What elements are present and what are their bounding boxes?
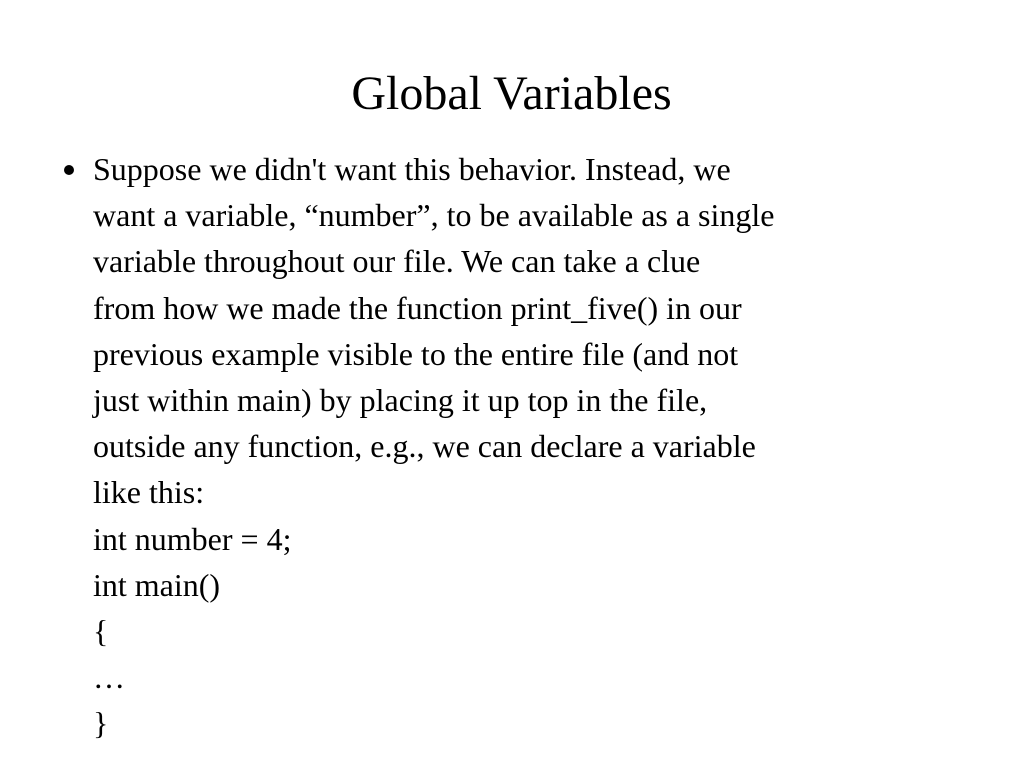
slide-content xyxy=(60,146,990,747)
bullet-text-line: variable throughout our file. We can take a clue xyxy=(93,243,701,280)
code-line: { xyxy=(93,613,109,650)
code-line: int number = 4; xyxy=(93,520,292,557)
bullet-text-line: want a variable, “number”, to be available as a single xyxy=(93,197,775,234)
slide-title: Global Variables xyxy=(351,67,672,120)
bullet-text-line: Suppose we didn't want this behavior. Instead, we xyxy=(93,151,731,187)
code-line: int main() xyxy=(93,566,221,603)
bullet-text-line: just within main) by placing it up top in the file, xyxy=(93,382,708,419)
bullet-dot-icon xyxy=(64,165,74,175)
bullet-text-line: previous example visible to the entire file (and not xyxy=(93,335,739,372)
bullet-text-line: from how we made the function print_five() in our xyxy=(93,289,742,326)
code-line: } xyxy=(93,705,109,742)
bullet-text-line: outside any function, e.g., we can declare a variable xyxy=(93,428,756,465)
bullet-item xyxy=(60,146,990,747)
bullet-text-line: like this: xyxy=(93,474,205,511)
code-line: … xyxy=(93,659,125,696)
